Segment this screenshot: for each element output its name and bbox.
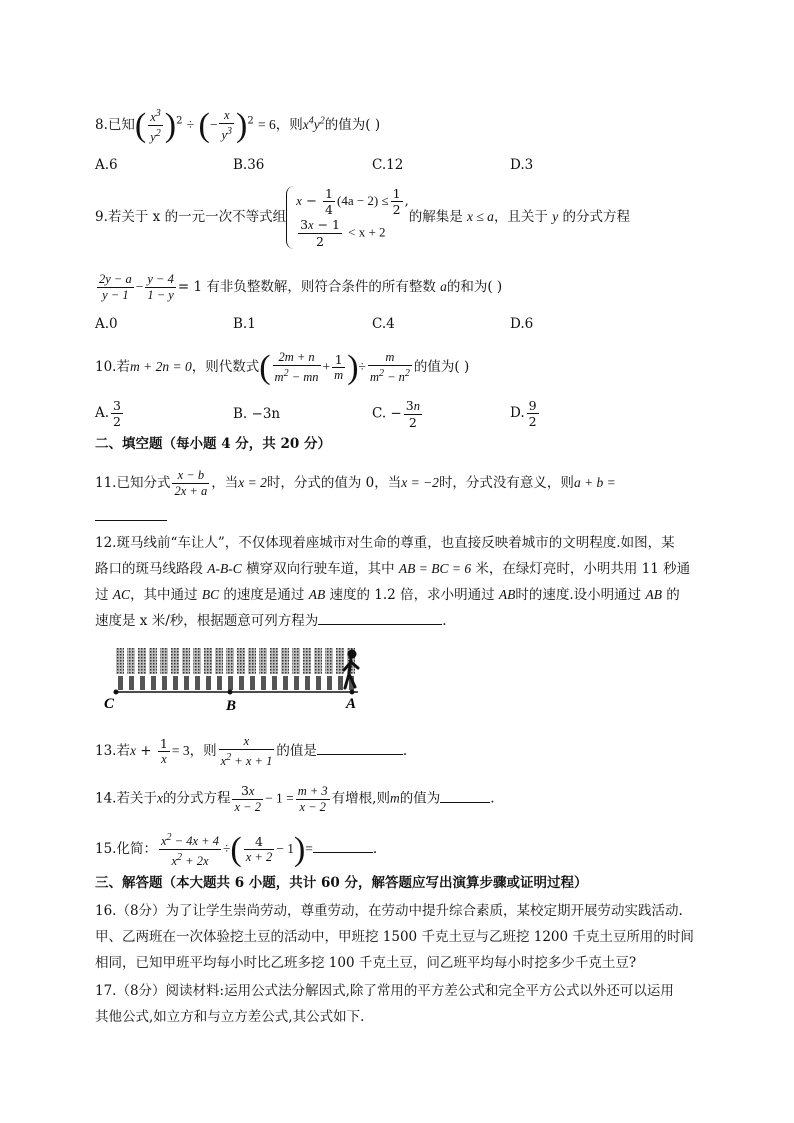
crosswalk-stripe [303,648,311,674]
point-c-label: C [104,696,115,712]
crosswalk-stripe [116,648,124,674]
section2-title: 二、填空题（每小题 4 分，共 20 分） [95,436,331,452]
crosswalk-stripe [215,648,223,674]
q8-frac2: $\frac{x}{y^3}$ [221,108,233,143]
crosswalk-stripe [316,676,321,690]
q8-prefix: 8.已知 [95,117,135,134]
q8-stem: 8.已知( $\frac{x^3}{y^2}$ )$^2$ ÷ (− $\frac{x}{y^3}$ )$^2$ = 6，则$x^4y^2$的值为( ) [95,106,381,145]
q12-crosswalk-figure [102,642,372,712]
crosswalk-stripe [206,676,211,690]
crosswalk-stripe [118,676,123,690]
q14-stem: 14.若关于x的分式方程 $\frac{3x}{x - 2}$ − 1 = $\frac{m + 3}{x - 2}$ 有增根,则m的值为 . [95,783,495,814]
crosswalk-stripe [162,676,167,690]
q12-answer-blank[interactable] [318,610,442,625]
crosswalk-stripe [160,648,168,674]
q9-stem: 9.若关于 x 的一元一次不等式组 x − $\frac{1}{4}$ (4a − 2) ≤ $\frac{1}{2}$ , $\frac{3x - 1}{2}$ < x + 2 的解集是 x ≤ a，且关于 y 的分式方程 [95,186,631,249]
q13-stem: 13.若x + $\frac{1}{x}$ = 3，则 $\frac{x}{x^2 + x + 1}$ 的值是 . [95,734,408,769]
q11-answer-blank[interactable] [95,506,167,527]
q16-stem: 16.（8分）为了让学生崇尚劳动，尊重劳动，在劳动中提升综合素质，某校定期开展劳动实践活动. 甲、乙两班在一次体验挖土豆的活动中，甲班挖 1500 千克土豆与乙班挖 1200 千克土豆所用的时间 相同，已知甲班平均每小时比乙班多挖 100 千克土豆，问乙班平均每小时挖多少千克土豆? [95,903,694,971]
crosswalk-stripe [294,676,299,690]
crosswalk-stripe [217,676,222,690]
crosswalk-stripe [195,676,200,690]
crosswalk-stripe [283,676,288,690]
q15-answer-blank[interactable] [313,838,373,853]
crosswalk-stripe [173,676,178,690]
crosswalk-stripe [239,676,244,690]
q15-stem: 15.化简： $\frac{x^2 - 4x + 4}{x^2 + 2x}$ ÷( $\frac{4}{x + 2}$ − 1)= . [95,830,378,869]
crosswalk-stripe [140,676,145,690]
crosswalk-stripe [259,648,267,674]
crosswalk-stripe [338,676,343,690]
q14-answer-blank[interactable] [440,788,490,803]
crosswalk-stripe [292,648,300,674]
crosswalk-stripe [327,676,332,690]
crosswalk-stripe [149,648,157,674]
crosswalk-stripe [182,648,190,674]
point-b-label: B [226,698,237,712]
crosswalk-stripe [151,676,156,690]
crosswalk-stripe [305,676,310,690]
point-a-label: A [346,696,357,712]
q8-option-d: D.3 [510,157,534,173]
q9-inequality-system: x − $\frac{1}{4}$ (4a − 2) ≤ $\frac{1}{2}$ , $\frac{3x - 1}{2}$ < x + 2 [286,186,409,249]
q9-option-b: B.1 [233,316,256,332]
crosswalk-stripe [270,648,278,674]
q9-stem-line2: $\frac{2y - a}{y - 1}$ − $\frac{y - 4}{1 - y}$ = 1 有非负整数解，则符合条件的所有整数 a的和为( ) [99,272,503,302]
q11-stem: 11.已知分式 $\frac{x - b}{2x + a}$ ，当x = 2时，分式的值为 0，当x = −2时，分式没有意义，则a + b = [95,468,616,498]
crosswalk-stripe [193,648,201,674]
crosswalk-stripe [325,648,333,674]
q10-option-b: B. −3n [233,406,281,422]
q9-option-a: A.0 [95,316,118,332]
q8-option-b: B.36 [233,157,265,173]
q17-stem: 17.（8分）阅读材料:运用公式法分解因式,除了常用的平方差公式和完全平方公式以外还可以运用 其他公式,如立方和与立方差公式,其公式如下. [95,983,674,1025]
section3-title: 三、解答题（本大题共 6 小题，共计 60 分，解答题应写出演算步骤或证明过程） [95,875,588,891]
q12-stem: 12.斑马线前“车让人”，不仅体现着座城市对生命的尊重，也直接反映着城市的文明程度.如图，某 路口的斑马线路段 A-B-C 横穿双向行驶车道，其中 AB = BC = 6 米，在绿灯亮时，小明共用 11 秒通 过 AC，其中通过 BC 的速度是通过 AB 速度的 1.2 倍，求小明通过 AB时的速度.设小明通过 AB 的 速度是 x 米/秒，根据题意可列方程为 . [95,535,691,629]
crosswalk-stripe [226,648,234,674]
crosswalk-stripe [129,676,134,690]
q13-answer-blank[interactable] [317,740,403,755]
crosswalk-stripe [314,648,322,674]
q10-stem: 10.若m + 2n = 0，则代数式( $\frac{2m + n}{m^2 - mn}$ + $\frac{1}{m}$ )÷ $\frac{m}{m^2 - n^2}$ 的值为( ) [95,348,470,386]
crosswalk-stripe [281,648,289,674]
crosswalk-stripe [171,648,179,674]
q10-option-d: D. $\frac{9}{2}$ [510,398,537,429]
crosswalk-stripe [248,648,256,674]
q8-option-a: A.6 [95,157,118,173]
crosswalk-stripe [261,676,266,690]
q10-option-c: C. − $\frac{3n}{2}$ [372,398,420,430]
crosswalk-stripe [138,648,146,674]
q8-option-c: C.12 [372,157,404,173]
crosswalk-stripe [228,676,233,690]
crosswalk-stripe [127,648,135,674]
crosswalk-stripe [184,676,189,690]
q8-frac1: $\frac{x^3}{y^2}$ [150,108,161,145]
q9-option-c: C.4 [372,316,395,332]
crosswalk-stripe [272,676,277,690]
crosswalk-stripe [250,676,255,690]
q10-option-a: A. $\frac{3}{2}$ [95,398,121,429]
q9-option-d: D.6 [510,316,534,332]
crosswalk-stripe [237,648,245,674]
crosswalk-stripe [204,648,212,674]
